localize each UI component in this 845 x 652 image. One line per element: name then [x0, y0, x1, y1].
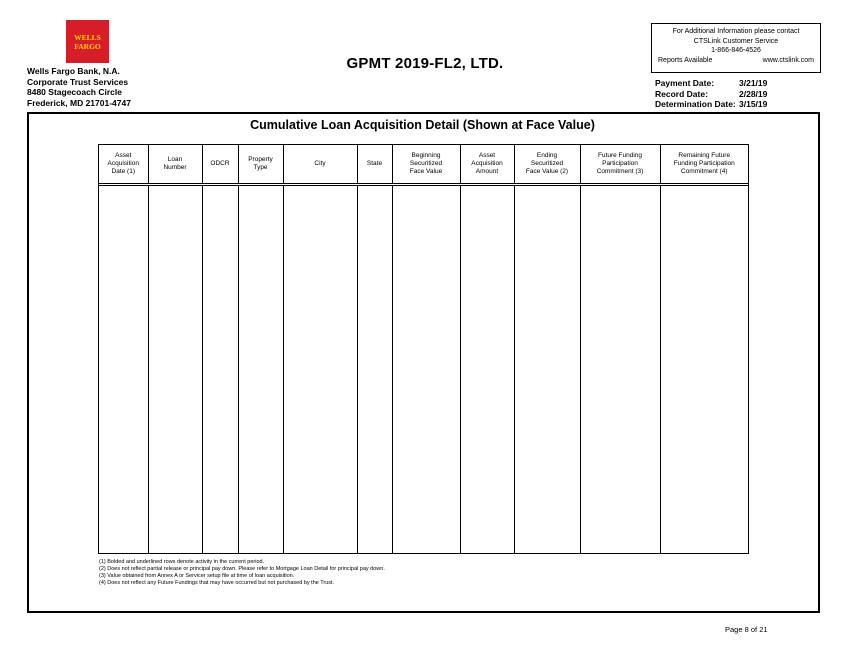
- logo-line-2: FARGO: [74, 41, 101, 51]
- date-value: 3/21/19: [739, 78, 768, 88]
- date-value: 3/15/19: [739, 99, 768, 109]
- date-value: 2/28/19: [739, 88, 768, 99]
- table-body-row: [99, 185, 748, 554]
- bank-address-line-1: 8480 Stagecoach Circle: [27, 87, 122, 97]
- column-header: Future Funding Participation Commitment (3): [580, 145, 660, 185]
- contact-line-2: CTSLink Customer Service: [693, 37, 779, 45]
- column-header: Loan Number: [148, 145, 202, 185]
- page-title: GPMT 2019-FL2, LTD.: [346, 55, 504, 72]
- column-header: ODCR: [202, 145, 238, 185]
- column-header: Beginning Securitized Face Value: [392, 145, 460, 185]
- table-header-row: [99, 145, 748, 185]
- column-header: State: [357, 145, 392, 185]
- loan-acquisition-table: [98, 144, 749, 554]
- column-header: Property Type: [238, 145, 283, 185]
- footnote: (2) Does not reflect partial release or principal pay down. Please refer to Mortgage Loan Detail for principal pay down.: [99, 566, 385, 572]
- page-number: Page 8 of 21: [725, 625, 768, 634]
- bank-name: Wells Fargo Bank, N.A.: [27, 66, 120, 76]
- column-header: Asset Acquisition Amount: [460, 145, 514, 185]
- column-header: Ending Securitized Face Value (2): [514, 145, 580, 185]
- payment-date-row: [655, 78, 767, 89]
- footnote: (3) Value obtained from Annex A or Servicer setup file at time of loan acquisition.: [99, 573, 295, 579]
- logo-line-1: WELLS: [74, 32, 101, 42]
- footnotes: [99, 559, 385, 587]
- footnote: (4) Does not reflect any Future Fundings that may have occurred but not purchased by the Trust.: [99, 580, 335, 586]
- section-title: Cumulative Loan Acquisition Detail (Shown at Face Value): [250, 118, 595, 132]
- date-label: Payment Date:: [655, 78, 715, 88]
- determination-date-row: [655, 99, 767, 110]
- bank-address-line-2: Frederick, MD 21701-4747: [27, 97, 131, 108]
- contact-phone: 1-866-846-4526: [711, 47, 761, 54]
- contact-box: [651, 23, 821, 73]
- bank-address-block: [27, 66, 131, 108]
- dates-block: [655, 78, 767, 110]
- bank-dept: Corporate Trust Services: [27, 76, 129, 87]
- footnote: (1) Bolded and underlined rows denote activity in the current period.: [99, 559, 265, 565]
- contact-line-1: For Additional Information please contact: [672, 28, 800, 35]
- ctslink-url[interactable]: www.ctslink.com: [762, 56, 814, 64]
- record-date-row: [655, 89, 767, 100]
- column-header: City: [283, 145, 357, 185]
- date-label: Determination Date:: [655, 99, 736, 109]
- reports-available-label: Reports Available: [658, 56, 713, 64]
- column-header: Asset Acquisition Date (1): [99, 145, 148, 185]
- date-label: Record Date:: [655, 88, 708, 99]
- wells-fargo-logo: [66, 20, 109, 63]
- column-header: Remaining Future Funding Participation Commitment (4): [660, 145, 748, 185]
